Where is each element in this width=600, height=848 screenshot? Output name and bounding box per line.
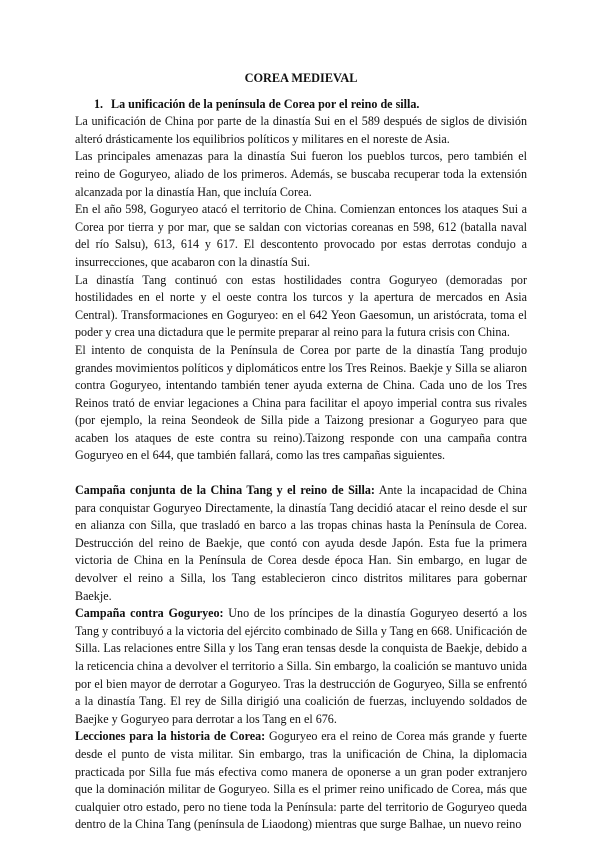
paragraph: En el año 598, Goguryeo atacó el territorio de China. Comienzan entonces los ataques Sui a Corea por tierra y por mar, que se saldan con victorias coreanas en 598, 612 (batalla naval del río Salsu), 613, 614 y 617. El descontento provocado por estas derrotas condujo a insurrecciones, que acabaron con la dinastía Sui. [75,202,527,269]
paragraph: Las principales amenazas para la dinastía Sui fueron los pueblos turcos, pero también el reino de Goguryeo, aliado de los primeros. Además, se buscaba recuperar toda la extensión alcanzada por la dinastía Han, que incluía Corea. [75,149,527,199]
paragraph [75,605,527,728]
paragraph-lead: Campaña contra Goguryeo: [75,606,224,621]
section-heading [75,96,527,114]
paragraph: El intento de conquista de la Península de Corea por parte de la dinastía Tang produjo grandes movimientos políticos y diplomáticos entre los Tres Reinos. Baekje y Silla se aliaron contra Goguryeo, intentando también tener ayuda externa de China. Cada uno de los Tres Reinos trató de enviar legaciones a China para facilitar el apoyo imperial contra sus rivales (por ejemplo, la reina Seondeok de Silla pide a Taizong presionar a Goguryeo para que acaben los ataques de este contra su reino).Taizong responde con una campaña contra Goguryeo en el 644, que también fallará, como las tres campañas siguientes. [75,342,527,463]
document-page [75,70,527,834]
section-number: 1. [94,96,104,111]
paragraph-text: Goguryeo era el reino de Corea más grande y fuerte desde el punto de vista militar. Sin embargo, tras la unificación de China, la diplomacia practicada por Silla fue más efectiva como manera de oponerse a un gran poder extranjero que la dominación militar de Goguryeo. Silla es el primer reino unificado de Corea, más que cualquier otro estado, pero no tiene toda la Península: parte del territorio de Goguryeo queda dentro de la China Tang (península de Liaodong) mientras que surge Balhae, un nuevo reino [75,729,528,832]
paragraph [75,728,527,834]
page-title: COREA MEDIEVAL [244,71,358,85]
paragraph-lead: Campaña conjunta de la China Tang y el reino de Silla: [75,483,375,498]
paragraph: La dinastía Tang continuó con estas hostilidades contra Goguryeo (demoradas por hostilidades en el norte y el oeste contra los turcos y la apertura de mercados en Asia Central). Transformaciones en Goguryeo: en el 642 Yeon Gaesomun, un aristócrata, toma el poder y crea una dictadura que le permite preparar al reino para la futura crisis con China. [75,272,527,340]
paragraph-text: Uno de los príncipes de la dinastía Goguryeo desertó a los Tang y contribuyó a la victoria del ejército combinado de Silla y Tang en 668. Unificación de Silla. Las relaciones entre Silla y los Tang eran tensas desde la conquista de Baekje, debido a la reticencia china a devolver el territorio a Silla. Sin embargo, la coalición se mantuvo unida por el bien mayor de derrotar a Goguryeo. Tras la destrucción de Goguryeo, Silla se enfrentó a la dinastía Tang. El rey de Silla dirigió una coalición de fuerzas, incluyendo soldados de Baejke y Goguryeo para derrotar a los Tang en el 676. [75,606,527,726]
paragraph [75,482,527,605]
paragraph: La unificación de China por parte de la dinastía Sui en el 589 después de siglos de división alteró drásticamente los equilibrios políticos y militares en el noreste de Asia. [75,114,527,146]
paragraph-lead: Lecciones para la historia de Corea: [75,729,266,744]
paragraph-text: Ante la incapacidad de China para conquistar Goguryeo Directamente, la dinastía Tang decidió atacar el reino desde el sur en alianza con Silla, que trasladó en barco a las tropas chinas hasta la Península de Corea. Destrucción del reino de Baekje, que contó con ayuda desde Japón. Esta fue la primera victoria de China en la Península de Corea desde época Han. Sin embargo, en lugar de devolver el reino a Silla, los Tang establecieron cinco distritos militares para gobernar Baekje. [75,483,527,603]
section-heading-text: La unificación de la península de Corea por el reino de silla. [111,96,420,111]
blank-line [75,465,527,482]
